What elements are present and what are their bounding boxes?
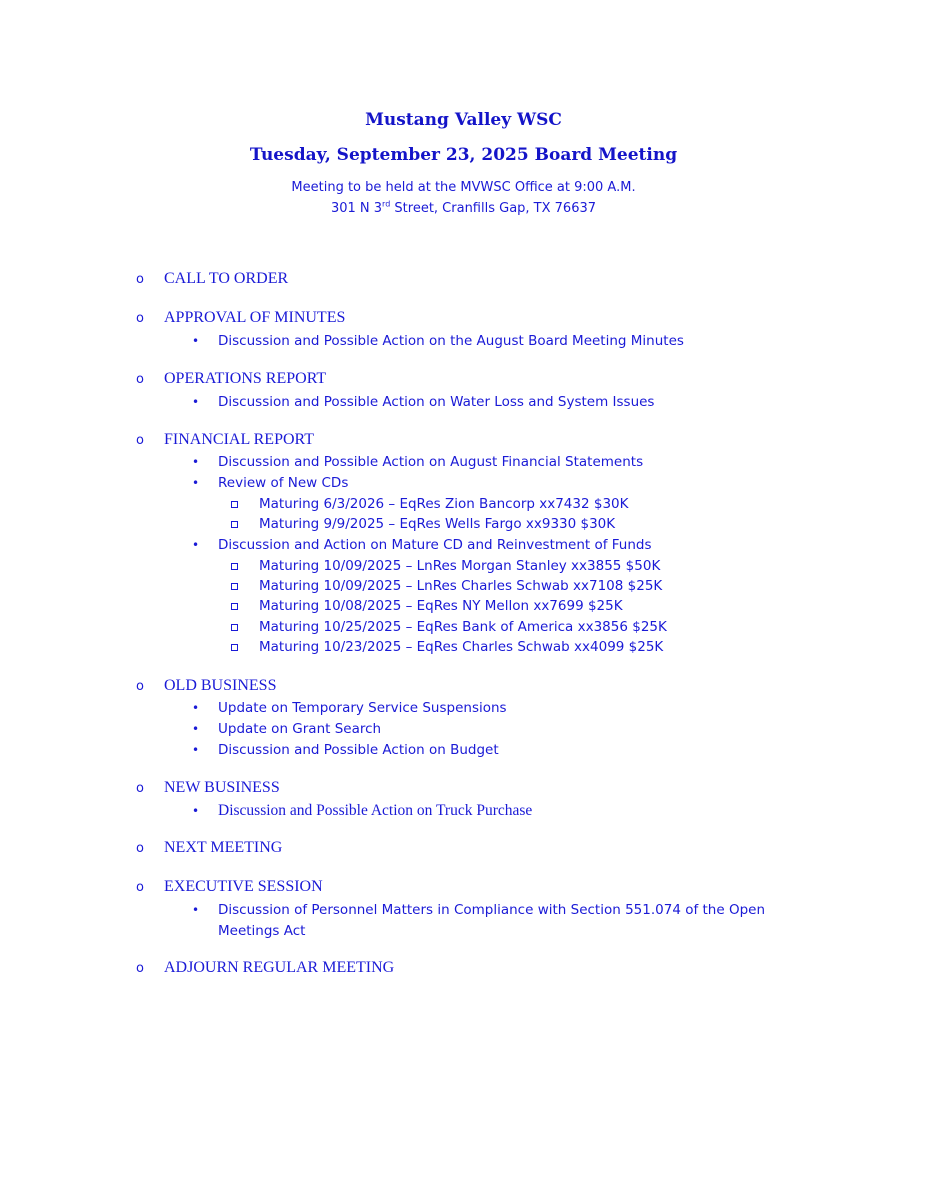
list-item: Discussion and Possible Action on Water Loss and System Issues [218,394,655,410]
section-adjourn: ADJOURN REGULAR MEETING [164,959,395,976]
section-marker: o [136,433,144,448]
section-marker: o [136,841,144,856]
cd-item: Maturing 10/09/2025 – LnRes Charles Schwab xx7108 $25K [259,578,663,594]
section-next-meeting: NEXT MEETING [164,839,283,856]
section-call-to-order: CALL TO ORDER [164,270,289,287]
section-old-business: OLD BUSINESS [164,677,277,694]
cd-item: Maturing 10/23/2025 – EqRes Charles Schwab xx4099 $25K [259,639,664,655]
bullet: • [192,903,200,917]
bullet: • [192,395,200,409]
list-item: Discussion and Possible Action on August Financial Statements [218,454,644,470]
organization-title: Mustang Valley WSC [365,110,562,130]
address-ordinal: rd [382,199,391,209]
square-bullet-icon [231,603,238,610]
list-item: Update on Grant Search [218,721,382,737]
list-item: Discussion and Possible Action on the August Board Meeting Minutes [218,333,684,349]
section-new-business: NEW BUSINESS [164,779,280,796]
list-item-continuation: Meetings Act [218,923,306,939]
list-item: Update on Temporary Service Suspensions [218,700,507,716]
section-financial-report: FINANCIAL REPORT [164,431,315,448]
list-item: Discussion of Personnel Matters in Compliance with Section 551.074 of the Open [218,902,766,918]
square-bullet-icon [231,521,238,528]
bullet: • [192,722,200,736]
cd-item: Maturing 9/9/2025 – EqRes Wells Fargo xx9330 $30K [259,516,616,532]
section-marker: o [136,880,144,895]
meeting-title: Tuesday, September 23, 2025 Board Meeting [249,145,678,165]
address-rest: Street, Cranfills Gap, TX 76637 [390,201,597,216]
meeting-address [0,201,927,216]
bullet: • [192,804,200,818]
section-marker: o [136,272,144,287]
cd-item: Maturing 10/09/2025 – LnRes Morgan Stanley xx3855 $50K [259,558,661,574]
bullet: • [192,476,200,490]
section-approval-of-minutes: APPROVAL OF MINUTES [164,309,346,326]
list-item: Discussion and Possible Action on Truck Purchase [218,802,533,819]
list-item: Discussion and Possible Action on Budget [218,742,499,758]
section-marker: o [136,961,144,976]
list-item: Discussion and Action on Mature CD and Reinvestment of Funds [218,537,652,553]
cd-item: Maturing 10/25/2025 – EqRes Bank of America xx3856 $25K [259,619,667,635]
square-bullet-icon [231,644,238,651]
section-marker: o [136,679,144,694]
square-bullet-icon [231,501,238,508]
section-marker: o [136,372,144,387]
bullet: • [192,743,200,757]
bullet: • [192,334,200,348]
square-bullet-icon [231,624,238,631]
section-executive-session: EXECUTIVE SESSION [164,878,323,895]
address-number: 301 N 3 [330,201,383,216]
section-marker: o [136,311,144,326]
square-bullet-icon [231,583,238,590]
list-item: Review of New CDs [218,475,349,491]
square-bullet-icon [231,563,238,570]
section-marker: o [136,781,144,796]
bullet: • [192,455,200,469]
bullet: • [192,538,200,552]
bullet: • [192,701,200,715]
cd-item: Maturing 10/08/2025 – EqRes NY Mellon xx7699 $25K [259,598,623,614]
section-operations-report: OPERATIONS REPORT [164,370,327,387]
meeting-location: Meeting to be held at the MVWSC Office at 9:00 A.M. [291,180,636,195]
cd-item: Maturing 6/3/2026 – EqRes Zion Bancorp xx7432 $30K [259,496,629,512]
